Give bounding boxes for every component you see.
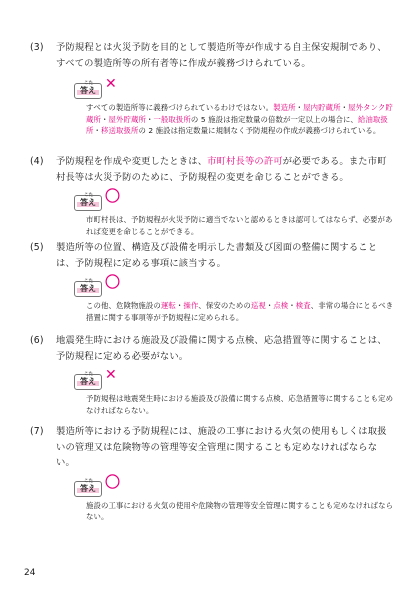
- text-segment: ・: [93, 126, 101, 136]
- circle-mark-icon: 〇: [105, 472, 121, 491]
- highlighted-term: 移送取扱所: [101, 126, 139, 136]
- text-segment: ・: [175, 301, 184, 310]
- question-number: (5): [30, 242, 44, 253]
- highlighted-term: 巡視: [250, 301, 266, 310]
- text-segment: の 5 施設は指定数量の倍数が一定以上の場合に、: [190, 114, 358, 124]
- question-text: 製造所等における予防規程には、施設の工事における火気の使用もしくは取扱いの管理又は危険物等の管理等安全管理に関することも定めなければならない。: [56, 426, 387, 468]
- highlighted-term: 一般取扱所: [153, 114, 191, 124]
- text-segment: 市町村長は、予防規程が火災予防に適当でないと認めるときは認可してはならず、必要があれば変更を命じることができる。: [86, 215, 393, 236]
- answer-text: [86, 300, 395, 323]
- answer-badge: [74, 478, 102, 497]
- cross-mark-icon: ✕: [105, 367, 117, 383]
- question-number: (6): [30, 335, 44, 346]
- question-item-4: [30, 154, 395, 237]
- text-segment: ・: [340, 103, 349, 112]
- question-text: [56, 154, 395, 185]
- question-number: (3): [30, 42, 44, 53]
- question-item-7: [30, 424, 395, 523]
- answer-label: 答え: [80, 483, 96, 493]
- highlighted-term: 市町村長等の許可: [207, 156, 283, 167]
- question-number: (4): [30, 156, 44, 167]
- answer-label: 答え: [80, 86, 96, 95]
- answer-ruby: こた: [84, 193, 93, 198]
- highlighted-term: 検査: [295, 301, 311, 310]
- answer-ruby: こた: [84, 81, 93, 86]
- answer-ruby: こた: [84, 372, 93, 377]
- answer-ruby: こた: [84, 279, 93, 284]
- question-text: 地震発生時における施設及び設備に関する点検、応急措置等に関することは、予防規程に定める必要がない。: [56, 335, 387, 362]
- answer-label: 答え: [80, 198, 96, 207]
- circle-mark-icon: 〇: [105, 273, 121, 291]
- highlighted-term: 給油取扱所: [86, 114, 388, 136]
- answer-text: [86, 500, 395, 523]
- text-segment: ・: [295, 103, 304, 112]
- answer-text: [86, 214, 395, 237]
- answer-block: [74, 78, 395, 137]
- answer-block: [74, 273, 395, 323]
- highlighted-term: 屋内貯蔵所: [303, 103, 341, 112]
- text-segment: の 2 施設は指定数量に規制なく予防規程の作成が義務づけられている。: [138, 126, 381, 136]
- text-segment: この他、危険物施設の: [86, 301, 161, 310]
- answer-text: [86, 102, 395, 137]
- cross-mark-icon: ✕: [105, 76, 117, 92]
- question-item-6: [30, 333, 395, 416]
- text-segment: 、保安のための: [198, 301, 251, 310]
- text-segment: ・: [265, 301, 274, 310]
- question-item-5: [30, 240, 395, 323]
- text-segment: 施設の工事における火気の使用や危険物の管理等安全管理に関することも定めなければならない。: [86, 500, 394, 522]
- answer-block: [74, 369, 395, 416]
- answer-badge: [74, 83, 102, 99]
- highlighted-term: 屋外貯蔵所: [108, 114, 146, 124]
- text-segment: ・: [100, 114, 109, 124]
- question-text: 予防規程とは火災予防を目的として製造所等が作成する自主保安規制であり、すべての製造所等の所有者等に作成が義務づけられている。: [56, 42, 387, 69]
- answer-badge: [74, 374, 102, 390]
- answer-ruby: こた: [84, 478, 93, 484]
- question-text: 製造所等の位置、構造及び設備を明示した書類及び図面の整備に関することは、予防規程に定める事項に該当する。: [56, 242, 378, 269]
- text-segment: 、非常の場合にとるべき措置に関する事項等が予防規程に定められる。: [86, 301, 394, 322]
- question-number: (7): [30, 426, 44, 437]
- text-segment: ・: [288, 301, 296, 310]
- highlighted-term: 製造所: [273, 103, 296, 112]
- question-item-3: [30, 40, 395, 137]
- text-segment: ・: [145, 114, 154, 124]
- highlighted-term: 運転: [160, 301, 176, 310]
- highlighted-term: 屋外タンク貯蔵所: [86, 103, 393, 124]
- answer-block: [74, 187, 395, 237]
- text-segment: 予防規程は地震発生時における施設及び設備に関する点検、応急措置等に関することも定めなければならない。: [86, 394, 394, 415]
- circle-mark-icon: 〇: [105, 187, 121, 205]
- answer-block: [74, 472, 395, 523]
- text-segment: が必要である。また市町村長等は火災予防のために、予防規程の変更を命じることができる。: [56, 156, 387, 183]
- page-number: 24: [24, 568, 36, 578]
- answer-badge: [74, 195, 102, 211]
- answer-label: 答え: [80, 377, 96, 386]
- highlighted-term: 点検: [273, 301, 289, 310]
- answer-text: [86, 393, 395, 416]
- answer-badge: [74, 281, 102, 297]
- text-segment: 予防規程を作成や変更したときは、: [56, 156, 208, 167]
- answer-label: 答え: [80, 284, 96, 293]
- text-segment: すべての製造所等に義務づけられているわけではない。: [86, 103, 274, 112]
- highlighted-term: 操作: [183, 301, 199, 310]
